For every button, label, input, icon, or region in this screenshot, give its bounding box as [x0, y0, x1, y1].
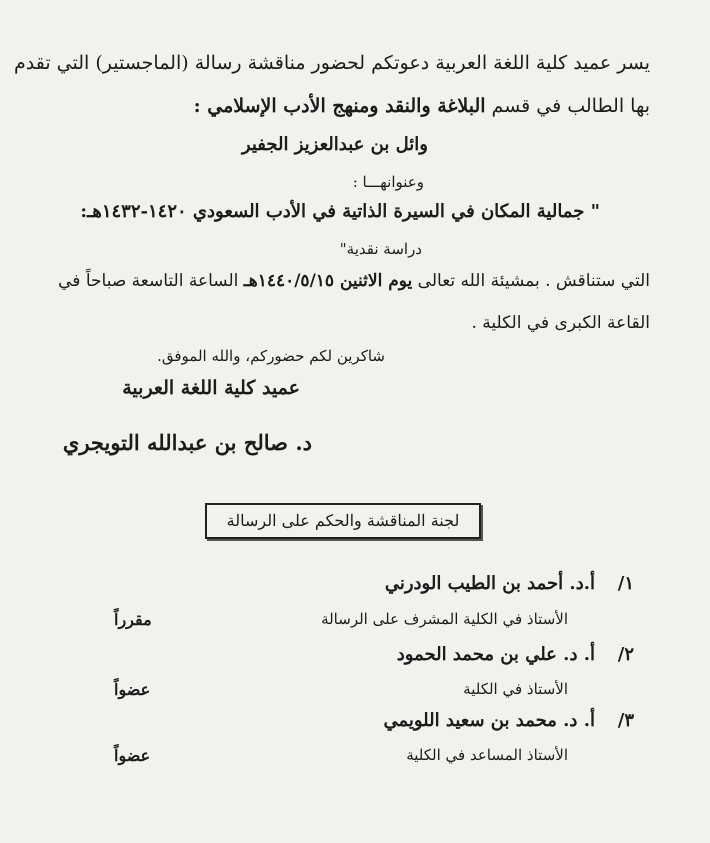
member-number: ٣/ [617, 710, 634, 731]
member-role: مقرراً [114, 610, 152, 629]
dean-title: عميد كلية اللغة العربية [122, 377, 300, 399]
line2-prefix: بها الطالب في قسم [485, 95, 650, 117]
venue-line: القاعة الكبرى في الكلية . [471, 313, 650, 333]
invitation-line-2 [194, 95, 650, 117]
schedule-prefix: التي ستناقش . بمشيئة الله تعالى [412, 271, 650, 291]
member-position: الأستاذ في الكلية المشرف على الرسالة [321, 610, 568, 628]
member-role: عضواً [114, 746, 151, 765]
member-number: ٢/ [617, 644, 634, 665]
member-role: عضواً [114, 680, 151, 699]
dean-name: د. صالح بن عبدالله التويجري [62, 430, 312, 455]
schedule-line [58, 271, 650, 291]
title-label: وعنوانهـــا : [352, 173, 424, 191]
member-position: الأستاذ المساعد في الكلية [406, 746, 568, 764]
student-name: وائل بن عبدالعزيز الجفير [241, 134, 428, 155]
department-name: البلاغة والنقد ومنهج الأدب الإسلامي : [193, 95, 486, 117]
closing-line: شاكرين لكم حضوركم، والله الموفق. [157, 347, 385, 365]
thesis-subtitle: دراسة نقدية" [339, 240, 422, 258]
committee-heading: لجنة المناقشة والحكم على الرسالة [226, 511, 460, 530]
member-position: الأستاذ في الكلية [463, 680, 568, 698]
thesis-title: " جمالية المكان في السيرة الذاتية في الأدب السعودي ١٤٢٠-١٤٣٢هـ: [80, 201, 600, 222]
member-number: ١/ [617, 573, 634, 594]
invitation-line-1: يسر عميد كلية اللغة العربية دعوتكم لحضور مناقشة رسالة (الماجستير) التي تقدم [14, 52, 650, 74]
schedule-day: يوم الاثنين ١٤٤٠/٥/١٥هـ [243, 271, 413, 291]
member-name: أ. د. محمد بن سعيد اللويمي [383, 710, 595, 731]
member-name: أ.د. أحمد بن الطيب الودرني [384, 573, 595, 594]
committee-heading-box [205, 503, 481, 539]
member-name: أ. د. علي بن محمد الحمود [396, 644, 595, 665]
schedule-suffix: الساعة التاسعة صباحاً في [58, 271, 244, 291]
